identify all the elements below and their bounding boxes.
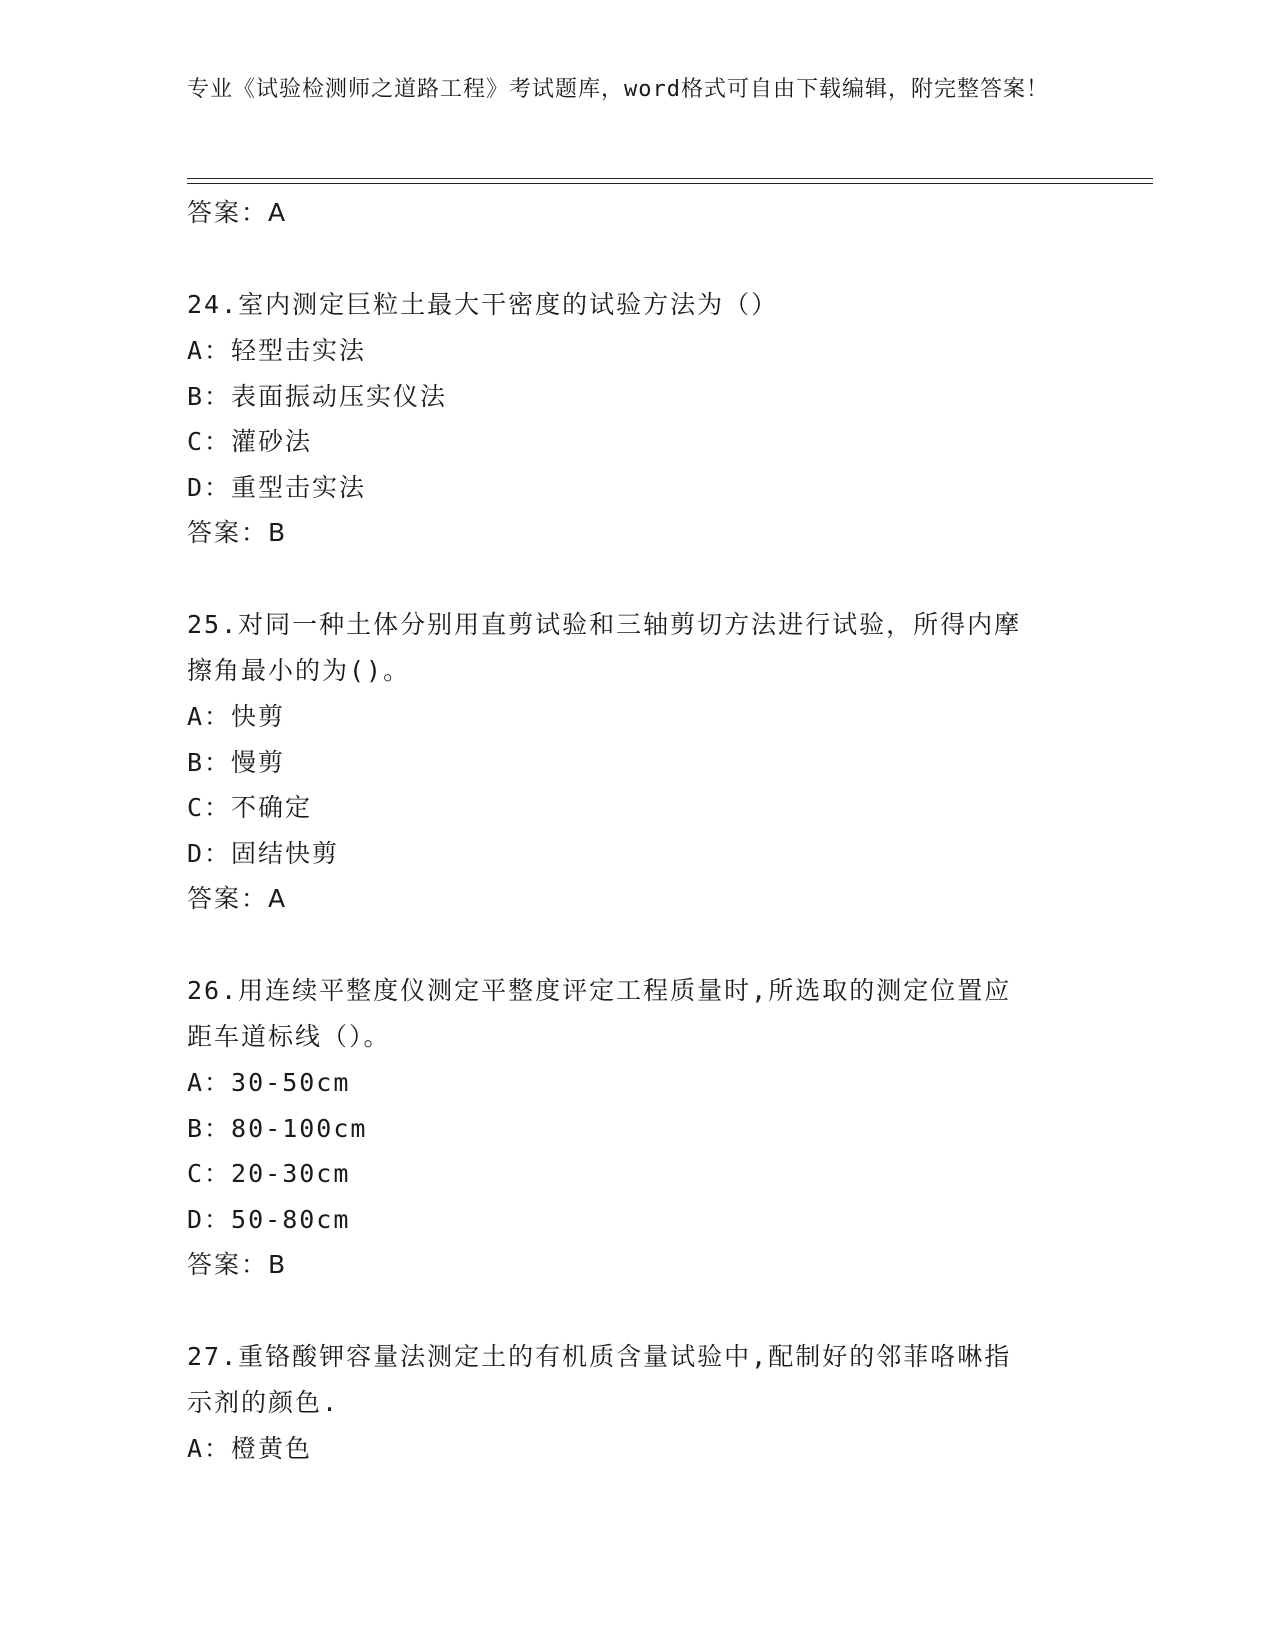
answer-q25: 答案：A: [187, 884, 288, 913]
question-27: [187, 1334, 1087, 1472]
option-a: A：橙黄色: [187, 1434, 313, 1463]
header-divider-bottom: [187, 183, 1153, 184]
option-a: A：快剪: [187, 702, 286, 731]
question-25: [187, 602, 1087, 921]
answer-q26: 答案：B: [187, 1250, 288, 1279]
option-c: C：20-30cm: [187, 1159, 351, 1188]
option-d: D：固结快剪: [187, 838, 340, 868]
question-stem: 27.重铬酸钾容量法测定土的有机质含量试验中,配制好的邻菲咯啉指示剂的颜色.: [187, 1342, 1012, 1417]
option-a: A：30-50cm: [187, 1068, 351, 1097]
question-24: [187, 282, 1087, 555]
answer-q24: 答案：B: [187, 518, 288, 547]
option-c: C：不确定: [187, 793, 313, 822]
question-list: [187, 190, 1087, 1472]
header-divider-top: [187, 178, 1153, 179]
option-c: C：灌砂法: [187, 427, 313, 456]
question-stem: 24.室内测定巨粒土最大干密度的试验方法为（）: [187, 290, 779, 319]
option-b: B：慢剪: [187, 747, 286, 777]
document-header: 专业《试验检测师之道路工程》考试题库，word格式可自由下载编辑，附完整答案！: [187, 77, 1049, 102]
option-b: B：80-100cm: [187, 1113, 368, 1143]
question-stem: 25.对同一种土体分别用直剪试验和三轴剪切方法进行试验，所得内摩擦角最小的为()。: [187, 610, 1022, 685]
option-d: D：重型击实法: [187, 472, 367, 502]
answer-q23: 答案：A: [187, 198, 288, 227]
question-26: [187, 968, 1087, 1287]
option-b: B：表面振动压实仪法: [187, 381, 448, 411]
option-d: D：50-80cm: [187, 1204, 351, 1234]
option-a: A：轻型击实法: [187, 336, 367, 365]
question-stem: 26.用连续平整度仪测定平整度评定工程质量时,所选取的测定位置应距车道标线（）。: [187, 976, 1012, 1051]
